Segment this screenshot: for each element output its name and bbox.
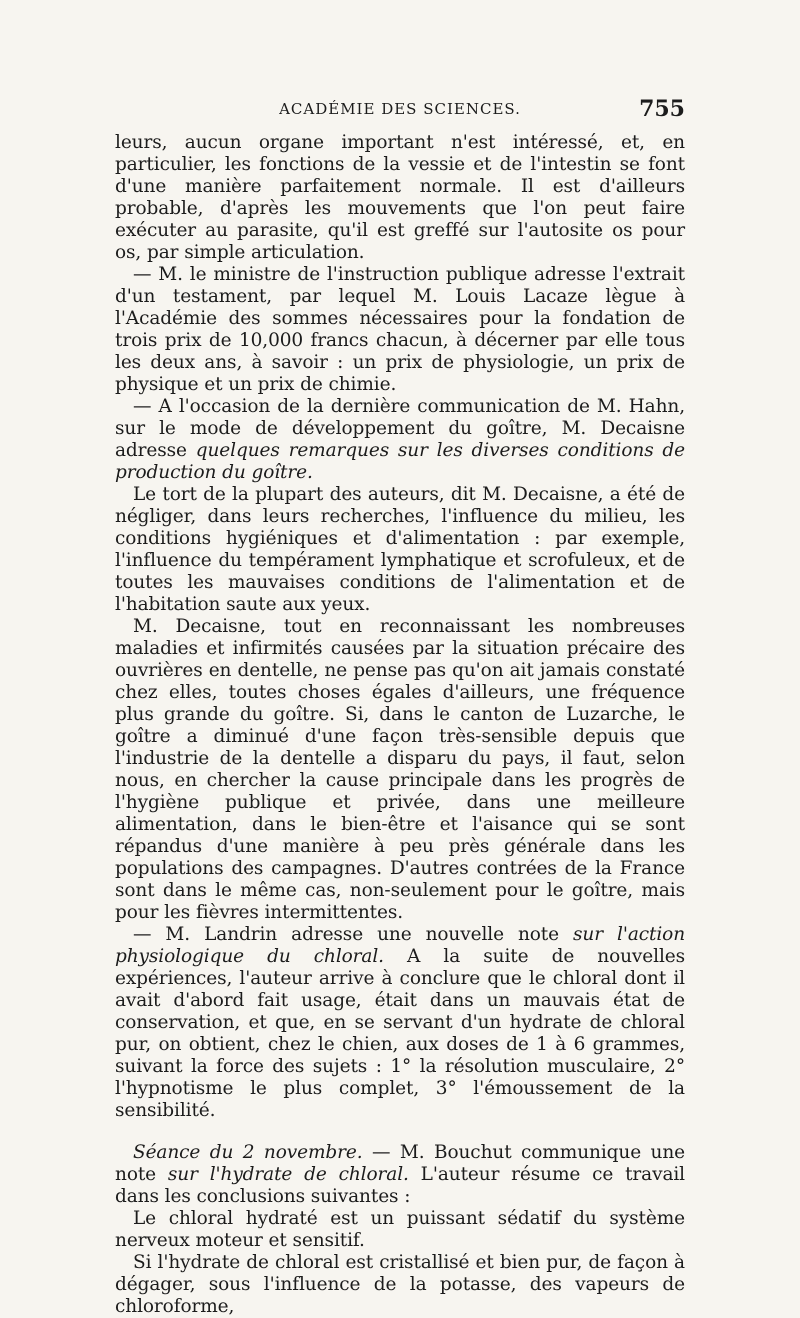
paragraph-6-rest: A la suite de nouvelles expériences, l'auteur arrive à conclure que le chloral dont il avait d'abord fait usage, était dans un mauvais état de conservation, et que, en se servant d'un hydrate de chloral pur, on obtient, chez le chien, aux doses de 1 à 6 grammes, suivant la force des sujets : 1° la résolution musculaire, 2° l'hypnotisme le plus complet, 3° l'émoussement de la sensibilité. xyxy=(115,946,686,1121)
page-number: 755 xyxy=(639,96,685,122)
session-date: Séance du 2 novembre. xyxy=(133,1142,363,1163)
section-gap xyxy=(115,1122,685,1142)
paragraph-7-italic: sur l'hydrate de chloral. xyxy=(167,1164,409,1185)
body-text xyxy=(115,132,685,1318)
paragraph-3-text: — A l'occasion de la dernière communication de M. Hahn, sur le mode de développement du goître, M. Decaisne adresse xyxy=(115,396,685,461)
paragraph-3-italic: quelques remarques sur les diverses conditions de production du goître. xyxy=(115,440,685,483)
paragraph-2: — M. le ministre de l'instruction publique adresse l'extrait d'un testament, par lequel M. Louis Lacaze lègue à l'Académie des sommes nécessaires pour la fondation de trois prix de 10,000 francs chacun, à décerner par elle tous les deux ans, à savoir : un prix de physiologie, un prix de physique et un prix de chimie. xyxy=(115,264,685,395)
paragraph-8: Le chloral hydraté est un puissant sédatif du système nerveux moteur et sensitif. xyxy=(115,1208,685,1251)
paragraph-4: Le tort de la plupart des auteurs, dit M. Decaisne, a été de négliger, dans leurs recherches, l'influence du milieu, les conditions hygiéniques et d'alimentation : par exemple, l'influence du tempérament lymphatique et scrofuleux, et de toutes les mauvaises conditions de l'alimentation et de l'habitation saute aux yeux. xyxy=(115,484,685,615)
paragraph-6 xyxy=(115,924,685,1122)
page-header xyxy=(115,96,685,124)
paragraph-7-rest: L'auteur résume ce travail dans les conclusions suivantes : xyxy=(115,1164,686,1207)
paragraph-6-text: — M. Landrin adresse une nouvelle note xyxy=(133,924,574,945)
running-title: ACADÉMIE DES SCIENCES. xyxy=(279,100,521,118)
paragraph-1: leurs, aucun organe important n'est intéressé, et, en particulier, les fonctions de la vessie et de l'intestin se font d'une manière parfaitement normale. Il est d'ailleurs probable, d'après les mouvements que l'on peut faire exécuter au parasite, qu'il est greffé sur l'autosite os pour os, par simple articulation. xyxy=(115,132,685,263)
paragraph-7-text: — M. Bouchut communique une note xyxy=(115,1142,685,1185)
paragraph-3 xyxy=(115,396,685,484)
paragraph-5: M. Decaisne, tout en reconnaissant les nombreuses maladies et infirmités causées par la situation précaire des ouvrières en dentelle, ne pense pas qu'on ait jamais constaté chez elles, toutes choses égales d'ailleurs, une fréquence plus grande du goître. Si, dans le canton de Luzarche, le goître a diminué d'une façon très-sensible depuis que l'industrie de la dentelle a disparu du pays, il faut, selon nous, en chercher la cause principale dans les progrès de l'hygiène publique et privée, dans une meilleure alimentation, dans le bien-être et l'aisance qui se sont répandus d'une manière à peu près générale dans les populations des campagnes. D'autres contrées de la France sont dans le même cas, non-seulement pour le goître, mais pour les fièvres intermittentes. xyxy=(115,616,685,923)
paragraph-9: Si l'hydrate de chloral est cristallisé et bien pur, de façon à dégager, sous l'influence de la potasse, des vapeurs de chloroforme, xyxy=(115,1252,685,1317)
paragraph-6-italic: sur l'action physiologique du chloral. xyxy=(115,924,686,967)
paragraph-7 xyxy=(115,1142,685,1208)
